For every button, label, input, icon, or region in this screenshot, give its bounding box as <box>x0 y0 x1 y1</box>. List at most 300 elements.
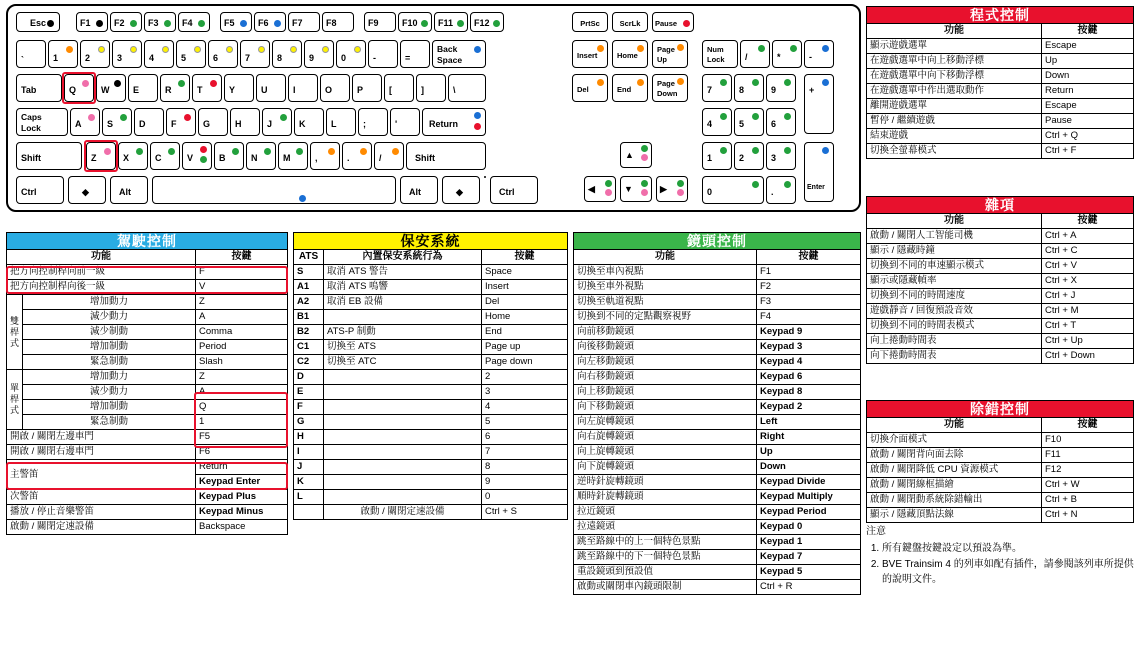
row-label: 向下捲動時間表 <box>867 349 1042 364</box>
key-alt-right[interactable]: Alt <box>400 176 438 204</box>
safety-col-key: 按鍵 <box>482 250 568 265</box>
key-c[interactable]: C <box>150 142 180 170</box>
row-key: End <box>482 325 568 340</box>
row-label: 啟動 / 關閉定速設備 <box>7 520 196 535</box>
row-key: Ctrl + N <box>1042 508 1134 523</box>
key-v[interactable]: V <box>182 142 212 170</box>
row-key: Ctrl + R <box>757 580 861 595</box>
row-key: Space <box>482 265 568 280</box>
row-key: Left <box>757 415 861 430</box>
key-keypad-5[interactable]: 5 <box>734 108 764 136</box>
key-backtick[interactable]: ` <box>16 40 46 68</box>
key-f4[interactable]: F4 <box>178 12 210 32</box>
row-label <box>324 460 482 475</box>
row-key: Keypad Divide <box>757 475 861 490</box>
row-label: 取消 ATS 嗚響 <box>324 280 482 295</box>
key-o[interactable]: O <box>320 74 350 102</box>
row-label: 增加動力 <box>23 295 196 310</box>
row-key: Keypad 6 <box>757 370 861 385</box>
row-key: Down <box>757 460 861 475</box>
row-key: Ctrl + W <box>1042 478 1134 493</box>
key-keypad-0[interactable]: 0 <box>702 176 764 204</box>
row-label: 啟動 / 關閉動系統除錯輸出 <box>867 493 1042 508</box>
notes-heading: 注意 <box>866 526 886 537</box>
row-key: Ctrl + B <box>1042 493 1134 508</box>
row-label: 跳至路線中的上一個特色景點 <box>574 535 757 550</box>
key-equals[interactable]: = <box>400 40 430 68</box>
row-label: 重設鏡頭到預設值 <box>574 565 757 580</box>
key-space[interactable] <box>152 176 396 204</box>
key-ctrl-left[interactable]: Ctrl <box>16 176 64 204</box>
row-key: Keypad Enter <box>196 475 288 490</box>
key-keypad-multiply[interactable]: * <box>772 40 802 68</box>
row-label: 顯示或隱藏幀率 <box>867 274 1042 289</box>
debug-title: 除錯控制 <box>867 401 1134 418</box>
spacer <box>484 176 486 178</box>
key-d[interactable]: D <box>134 108 164 136</box>
key-keypad-2[interactable]: 2 <box>734 142 764 170</box>
row-key: Keypad 5 <box>757 565 861 580</box>
row-label: 拉近鏡頭 <box>574 505 757 520</box>
row-key: 7 <box>482 445 568 460</box>
key-arrow-down[interactable]: ▼ <box>620 176 652 202</box>
key-f3[interactable]: F3 <box>144 12 176 32</box>
debug-control-panel <box>866 400 1134 523</box>
key-u[interactable]: U <box>256 74 286 102</box>
row-key: Home <box>482 310 568 325</box>
key-numlock[interactable]: Num Lock <box>702 40 738 68</box>
row-key: Keypad 3 <box>757 340 861 355</box>
row-key: Z <box>196 370 288 385</box>
row-ats: L <box>294 490 324 505</box>
row-key: Return <box>196 460 288 475</box>
program-control-table <box>866 6 1134 159</box>
key-0[interactable]: 0 <box>336 40 366 68</box>
driving-group-single: 單桿式 <box>7 370 23 430</box>
key-m[interactable]: M <box>278 142 308 170</box>
row-key: F11 <box>1042 448 1134 463</box>
row-label: 結束遊戲 <box>867 129 1042 144</box>
key-backslash[interactable]: \ <box>448 74 486 102</box>
row-key: Comma <box>196 325 288 340</box>
row-label: 向上旋轉鏡頭 <box>574 445 757 460</box>
row-key: Keypad Minus <box>196 505 288 520</box>
row-key: 4 <box>482 400 568 415</box>
row-label: 向下旋轉鏡頭 <box>574 460 757 475</box>
row-label: 向上捲動時間表 <box>867 334 1042 349</box>
row-ats: B1 <box>294 310 324 325</box>
row-label: 逆時針旋轉鏡頭 <box>574 475 757 490</box>
row-key: Ctrl + A <box>1042 229 1134 244</box>
key-h[interactable]: H <box>230 108 260 136</box>
key-arrow-right[interactable]: ▶ <box>656 176 688 202</box>
row-key: Q <box>196 400 288 415</box>
key-f5[interactable]: F5 <box>220 12 252 32</box>
row-key: Down <box>1042 69 1134 84</box>
program-col-key: 按鍵 <box>1042 24 1134 39</box>
debug-col-key: 按鍵 <box>1042 418 1134 433</box>
row-key: Ctrl + Up <box>1042 334 1134 349</box>
camera-control-panel <box>573 232 861 595</box>
program-col-function: 功能 <box>867 24 1042 39</box>
row-label: 切換到不同的時間速度 <box>867 289 1042 304</box>
key-f2[interactable]: F2 <box>110 12 142 32</box>
key-pagedown[interactable]: Page Down <box>652 74 688 102</box>
row-key: 6 <box>482 430 568 445</box>
key-win-left[interactable]: ◆ <box>68 176 106 204</box>
key-insert[interactable]: Insert <box>572 40 608 68</box>
row-label: 增加制動 <box>23 340 196 355</box>
safety-system-panel <box>293 232 568 520</box>
key-keypad-3[interactable]: 3 <box>766 142 796 170</box>
row-label <box>324 475 482 490</box>
row-key: 8 <box>482 460 568 475</box>
row-label: 把方向控制桿向前一級 <box>7 265 196 280</box>
safety-system-table <box>293 232 568 520</box>
camera-col-function: 功能 <box>574 250 757 265</box>
row-label: 開啟 / 關閉右邊車門 <box>7 445 196 460</box>
row-label: 切換介面模式 <box>867 433 1042 448</box>
row-label: 向前移動鏡頭 <box>574 325 757 340</box>
row-key: Period <box>196 340 288 355</box>
row-key: Del <box>482 295 568 310</box>
key-f11[interactable]: F11 <box>434 12 468 32</box>
row-key: F5 <box>196 430 288 445</box>
row-ats: I <box>294 445 324 460</box>
row-label: 次警笛 <box>7 490 196 505</box>
row-ats: A1 <box>294 280 324 295</box>
row-label <box>324 415 482 430</box>
row-key: Pause <box>1042 114 1134 129</box>
key-z[interactable]: Z <box>86 142 116 170</box>
row-key: 1 <box>196 415 288 430</box>
row-key: Ctrl + X <box>1042 274 1134 289</box>
key-pause[interactable]: Pause <box>652 12 694 32</box>
row-label: 啟動 / 關閉背向面去除 <box>867 448 1042 463</box>
row-key: Keypad 1 <box>757 535 861 550</box>
row-key: Keypad 7 <box>757 550 861 565</box>
key-ctrl-right[interactable]: Ctrl <box>490 176 538 204</box>
key-keypad-plus[interactable]: + <box>804 74 834 134</box>
driving-group-dual: 雙桿式 <box>7 295 23 370</box>
row-key: Keypad 4 <box>757 355 861 370</box>
key-bracket-right[interactable]: ] <box>416 74 446 102</box>
row-key: F6 <box>196 445 288 460</box>
key-arrow-left[interactable]: ◀ <box>584 176 616 202</box>
key-tab[interactable]: Tab <box>16 74 62 102</box>
key-quote[interactable]: ' <box>390 108 420 136</box>
driving-title: 駕駛控制 <box>7 233 288 250</box>
row-label <box>324 385 482 400</box>
row-label: 啟動 / 關閉定速設備 <box>324 505 482 520</box>
key-prtsc[interactable]: PrtSc <box>572 12 608 32</box>
key-f10[interactable]: F10 <box>398 12 432 32</box>
key-2[interactable]: 2 <box>80 40 110 68</box>
row-key: Up <box>1042 54 1134 69</box>
row-ats: J <box>294 460 324 475</box>
row-key: Escape <box>1042 99 1134 114</box>
row-key: F10 <box>1042 433 1134 448</box>
row-label: 跳至路線中的下一個特色景點 <box>574 550 757 565</box>
row-ats <box>294 505 324 520</box>
key-1[interactable]: 1 <box>48 40 78 68</box>
program-title: 程式控制 <box>867 7 1134 24</box>
row-label: 切換到不同的時間表模式 <box>867 319 1042 334</box>
row-ats: S <box>294 265 324 280</box>
driving-col-function: 功能 <box>7 250 196 265</box>
key-keypad-enter[interactable]: Enter <box>804 142 834 202</box>
row-label <box>324 445 482 460</box>
row-label: 取消 EB 設備 <box>324 295 482 310</box>
row-ats: E <box>294 385 324 400</box>
row-key: Right <box>757 430 861 445</box>
dot-black <box>47 20 54 27</box>
key-b[interactable]: B <box>214 142 244 170</box>
row-label: 切換到不同的車速顯示模式 <box>867 259 1042 274</box>
row-key: 3 <box>482 385 568 400</box>
row-label: 拉遠鏡頭 <box>574 520 757 535</box>
row-key: Ctrl + Q <box>1042 129 1134 144</box>
row-label: 播放 / 停止音樂警笛 <box>7 505 196 520</box>
row-label: 在遊戲選單中向下移動浮標 <box>867 69 1042 84</box>
key-x[interactable]: X <box>118 142 148 170</box>
key-s[interactable]: S <box>102 108 132 136</box>
key-p[interactable]: P <box>352 74 382 102</box>
safety-col-ats: ATS <box>294 250 324 265</box>
row-label: 向後移動鏡頭 <box>574 340 757 355</box>
key-a[interactable]: A <box>70 108 100 136</box>
key-9[interactable]: 9 <box>304 40 334 68</box>
row-key: 9 <box>482 475 568 490</box>
row-key: A <box>196 385 288 400</box>
row-key: Ctrl + Down <box>1042 349 1134 364</box>
row-label <box>324 400 482 415</box>
row-key: F1 <box>757 265 861 280</box>
row-key: Z <box>196 295 288 310</box>
row-label: 切換到不同的定點觀察視野 <box>574 310 757 325</box>
key-f12[interactable]: F12 <box>470 12 504 32</box>
key-del[interactable]: Del <box>572 74 608 102</box>
key-f7[interactable]: F7 <box>288 12 320 32</box>
row-key: F <box>196 265 288 280</box>
row-label: 啟動 / 關閉降低 CPU 資源模式 <box>867 463 1042 478</box>
key-y[interactable]: Y <box>224 74 254 102</box>
key-3[interactable]: 3 <box>112 40 142 68</box>
debug-control-table <box>866 400 1134 523</box>
row-label: 切換至 ATC <box>324 355 482 370</box>
misc-col-function: 功能 <box>867 214 1042 229</box>
row-key: Keypad 2 <box>757 400 861 415</box>
row-key: Up <box>757 445 861 460</box>
key-home[interactable]: Home <box>612 40 648 68</box>
key-keypad-period[interactable]: . <box>766 176 796 204</box>
key-keypad-9[interactable]: 9 <box>766 74 796 102</box>
key-f6[interactable]: F6 <box>254 12 286 32</box>
key-i[interactable]: I <box>288 74 318 102</box>
key-backspace[interactable]: Back Space <box>432 40 486 68</box>
row-key: Keypad Plus <box>196 490 288 505</box>
row-label: 減少制動 <box>23 325 196 340</box>
row-key: Keypad Period <box>757 505 861 520</box>
row-label: 減少動力 <box>23 385 196 400</box>
key-f9[interactable]: F9 <box>364 12 396 32</box>
row-key: Backspace <box>196 520 288 535</box>
row-key: Ctrl + J <box>1042 289 1134 304</box>
row-label: 減少動力 <box>23 310 196 325</box>
row-label: 增加制動 <box>23 400 196 415</box>
row-ats: C2 <box>294 355 324 370</box>
key-slash[interactable]: / <box>374 142 404 170</box>
key-keypad-divide[interactable]: / <box>740 40 770 68</box>
key-j[interactable]: J <box>262 108 292 136</box>
key-keypad-4[interactable]: 4 <box>702 108 732 136</box>
row-ats: B2 <box>294 325 324 340</box>
misc-panel <box>866 196 1134 364</box>
key-keypad-minus[interactable]: - <box>804 40 834 68</box>
row-key: Ctrl + C <box>1042 244 1134 259</box>
row-label: 開啟 / 關閉左邊車門 <box>7 430 196 445</box>
row-key: V <box>196 280 288 295</box>
key-win-right[interactable]: ◆ <box>442 176 480 204</box>
key-shift-right[interactable]: Shift <box>406 142 486 170</box>
row-key: 0 <box>482 490 568 505</box>
key-g[interactable]: G <box>198 108 228 136</box>
key-n[interactable]: N <box>246 142 276 170</box>
driving-col-key: 按鍵 <box>196 250 288 265</box>
row-label: 向左旋轉鏡頭 <box>574 415 757 430</box>
key-r[interactable]: R <box>160 74 190 102</box>
key-period[interactable]: . <box>342 142 372 170</box>
key-keypad-8[interactable]: 8 <box>734 74 764 102</box>
row-label: 顯示遊戲選單 <box>867 39 1042 54</box>
key-4[interactable]: 4 <box>144 40 174 68</box>
key-shift-left[interactable]: Shift <box>16 142 82 170</box>
row-label: 向下移動鏡頭 <box>574 400 757 415</box>
row-label: 在遊戲選單中作出選取動作 <box>867 84 1042 99</box>
key-l[interactable]: L <box>326 108 356 136</box>
row-key: Insert <box>482 280 568 295</box>
row-label: ATS-P 制動 <box>324 325 482 340</box>
key-end[interactable]: End <box>612 74 648 102</box>
program-control-panel <box>866 6 1134 159</box>
row-key: F3 <box>757 295 861 310</box>
key-w[interactable]: W <box>96 74 126 102</box>
row-label: 離開遊戲選單 <box>867 99 1042 114</box>
row-label: 在遊戲選單中向上移動浮標 <box>867 54 1042 69</box>
key-scrlk[interactable]: ScrLk <box>612 12 648 32</box>
row-label: 切換全螢幕模式 <box>867 144 1042 159</box>
row-label <box>324 430 482 445</box>
key-f8[interactable]: F8 <box>322 12 354 32</box>
key-f[interactable]: F <box>166 108 196 136</box>
key-bracket-left[interactable]: [ <box>384 74 414 102</box>
row-label: 向右移動鏡頭 <box>574 370 757 385</box>
row-label: 增加動力 <box>23 370 196 385</box>
row-key: Page up <box>482 340 568 355</box>
row-ats: H <box>294 430 324 445</box>
row-key: F2 <box>757 280 861 295</box>
row-key: Slash <box>196 355 288 370</box>
key-k[interactable]: K <box>294 108 324 136</box>
driving-control-panel <box>6 232 288 535</box>
row-key: Return <box>1042 84 1134 99</box>
key-t[interactable]: T <box>192 74 222 102</box>
camera-title: 鏡頭控制 <box>574 233 861 250</box>
row-label: 切換至車外視點 <box>574 280 757 295</box>
row-key: 5 <box>482 415 568 430</box>
row-label: 啟動或關閉車內鏡頭限制 <box>574 580 757 595</box>
row-label: 取消 ATS 警告 <box>324 265 482 280</box>
key-alt-left[interactable]: Alt <box>110 176 148 204</box>
row-label: 向右旋轉鏡頭 <box>574 430 757 445</box>
key-minus[interactable]: - <box>368 40 398 68</box>
misc-col-key: 按鍵 <box>1042 214 1134 229</box>
row-ats: G <box>294 415 324 430</box>
key-capslock[interactable]: Caps Lock <box>16 108 68 136</box>
row-label: 緊急制動 <box>23 355 196 370</box>
row-label: 把方向控制桿向後一級 <box>7 280 196 295</box>
key-return[interactable]: Return <box>422 108 486 136</box>
misc-table <box>866 196 1134 364</box>
key-7[interactable]: 7 <box>240 40 270 68</box>
row-ats: D <box>294 370 324 385</box>
key-f1[interactable]: F1 <box>76 12 108 32</box>
key-6[interactable]: 6 <box>208 40 238 68</box>
key-keypad-7[interactable]: 7 <box>702 74 732 102</box>
key-8[interactable]: 8 <box>272 40 302 68</box>
misc-title: 雜項 <box>867 197 1134 214</box>
row-key: Keypad Multiply <box>757 490 861 505</box>
row-label: 主警笛 <box>7 460 196 490</box>
notes-block <box>866 524 1134 588</box>
key-semicolon[interactable]: ; <box>358 108 388 136</box>
row-label: 啟動 / 關閉線框描繪 <box>867 478 1042 493</box>
key-keypad-1[interactable]: 1 <box>702 142 732 170</box>
row-key: Escape <box>1042 39 1134 54</box>
camera-control-table <box>573 232 861 595</box>
row-key: Ctrl + V <box>1042 259 1134 274</box>
key-esc[interactable]: Esc <box>16 12 60 32</box>
key-arrow-up[interactable]: ▲ <box>620 142 652 168</box>
key-pageup[interactable]: Page Up <box>652 40 688 68</box>
row-key: Keypad 8 <box>757 385 861 400</box>
row-key: Ctrl + T <box>1042 319 1134 334</box>
row-key: F4 <box>757 310 861 325</box>
row-label: 切換至車內視點 <box>574 265 757 280</box>
driving-control-table <box>6 232 288 535</box>
row-label: 啟動 / 關閉人工智能司機 <box>867 229 1042 244</box>
key-5[interactable]: 5 <box>176 40 206 68</box>
notes-list <box>866 541 1134 587</box>
row-label: 暫停 / 繼續遊戲 <box>867 114 1042 129</box>
row-label: 切換至軌道視點 <box>574 295 757 310</box>
key-q[interactable]: Q <box>64 74 94 102</box>
key-keypad-6[interactable]: 6 <box>766 108 796 136</box>
row-key: Keypad 9 <box>757 325 861 340</box>
row-key: Keypad 0 <box>757 520 861 535</box>
row-key: Ctrl + S <box>482 505 568 520</box>
key-comma[interactable]: , <box>310 142 340 170</box>
row-ats: A2 <box>294 295 324 310</box>
safety-title: 保安系統 <box>294 233 568 250</box>
row-label: 向上移動鏡頭 <box>574 385 757 400</box>
camera-col-key: 按鍵 <box>757 250 861 265</box>
row-key: Ctrl + M <box>1042 304 1134 319</box>
row-label: 向左移動鏡頭 <box>574 355 757 370</box>
key-e[interactable]: E <box>128 74 158 102</box>
row-label <box>324 370 482 385</box>
note-item: 1. 所有鍵盤按鍵設定以預設為準。 <box>882 541 1134 556</box>
